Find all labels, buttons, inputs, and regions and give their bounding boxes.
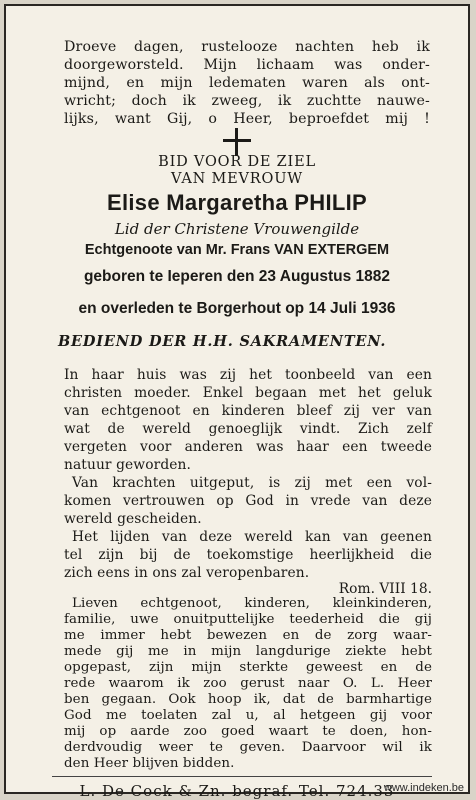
affiliation: Lid der Christene Vrouwengilde (114, 220, 360, 238)
farewell-line: Lieven echtgenoot, kinderen, kleinkinderen, (72, 596, 432, 611)
body-line: Het lijden van deze wereld kan van geenen (72, 529, 432, 545)
poem-line: mijnd, en mijn ledematen waren als ont- (64, 75, 430, 91)
bible-citation: Rom. VIII 18. (338, 581, 432, 597)
watermark: www.indeken.be (383, 782, 464, 794)
farewell-line: den Heer blijven bidden. (64, 756, 235, 771)
prayer-subheading: VAN MEVROUW (171, 171, 303, 187)
body-line: vergeten voor anderen was haar een tweede (64, 439, 432, 455)
death-line: en overleden te Borgerhout op 14 Juli 1936 (78, 300, 396, 317)
farewell-line: rede waarom ik zoo gerust naar O. L. Heer (64, 676, 432, 691)
body-line: van echtgenoot en kinderen bleef zij ver van (64, 403, 432, 419)
printer-line: L. De Cock & Zn. begraf. Tel. 724.33 (79, 782, 395, 800)
body-line: Van krachten uitgeput, is zij met een vol- (72, 475, 432, 491)
body-line: christen moeder. Enkel begaan met het geluk (64, 385, 432, 401)
body-line: tel zijn bij de toekomstige heerlijkheid die (64, 547, 432, 563)
body-line: wat de wereld genoeglijk vindt. Zich zelf (64, 421, 432, 437)
prayer-heading: BID VOOR DE ZIEL (158, 154, 316, 170)
farewell-line: mij op aarde zoo goed waart te doen, hon- (64, 724, 432, 739)
body-line: zich eens in ons zal veropenbaren. (64, 565, 310, 581)
deceased-name: Elise Margaretha PHILIP (107, 190, 367, 215)
farewell-line: opgepast, zijn mijn sterkte geweest en de (64, 660, 432, 675)
poem-line: Droeve dagen, rustelooze nachten heb ik (64, 39, 430, 55)
divider (52, 776, 432, 777)
farewell-line: ben gegaan. Ook hoop ik, dat de barmhartige (64, 692, 432, 707)
farewell-line: derdvoudig weer te geven. Daarvoor wil ik (64, 740, 432, 755)
memorial-card (4, 4, 470, 800)
sacraments-line: BEDIEND DER H.H. SAKRAMENTEN. (58, 333, 387, 350)
farewell-line: me immer hebt bewezen en de zorg waar- (64, 628, 432, 643)
cross-icon (223, 128, 251, 156)
body-line: komen vertrouwen op God in vrede van deze (64, 493, 432, 509)
body-line: In haar huis was zij het toonbeeld van een (64, 367, 432, 383)
body-line: wereld gescheiden. (64, 511, 202, 527)
poem-line: lijks, want Gij, o Heer, beproefdet mij ! (64, 111, 430, 127)
body-line: natuur geworden. (64, 457, 191, 473)
farewell-line: God me toelaten zal u, al hetgeen gij voor (64, 708, 432, 723)
poem-line: wricht; doch ik zweeg, ik zuchtte nauwe- (64, 93, 430, 109)
farewell-line: familie, uwe onuitputtelijke teederheid die gij (64, 612, 432, 627)
birth-line: geboren te Ieperen den 23 Augustus 1882 (83, 268, 391, 285)
spouse-line: Echtgenoote van Mr. Frans VAN EXTERGEM (84, 242, 390, 258)
poem-line: doorgeworsteld. Mijn lichaam was onder- (64, 57, 430, 73)
farewell-line: mede gij me in mijn langdurige ziekte hebt (64, 644, 432, 659)
